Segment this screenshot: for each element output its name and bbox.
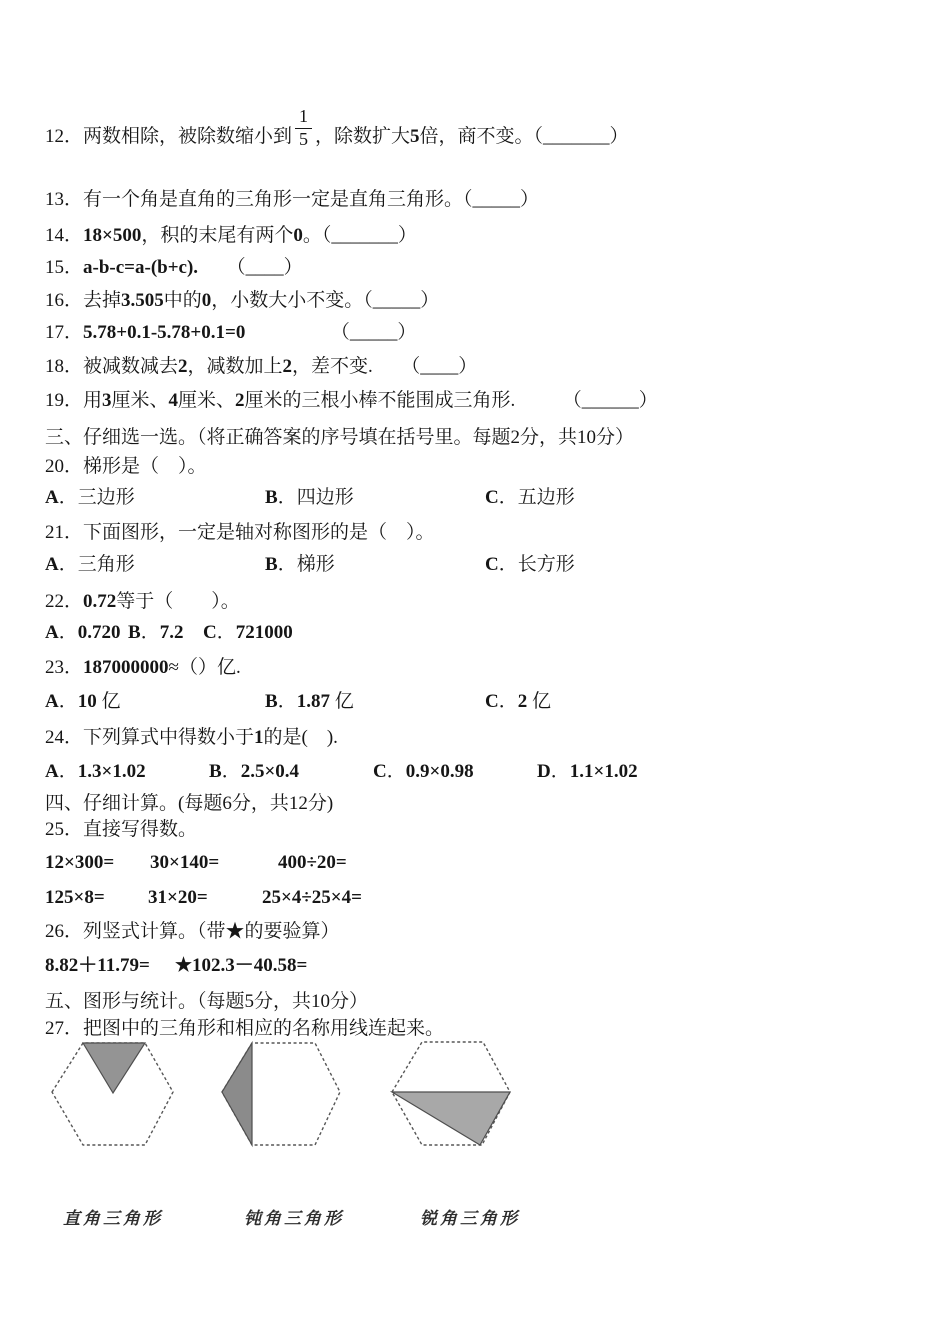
question-20: 20．梯形是（ ）。 — [45, 456, 207, 477]
option-20-b: B．四边形 — [265, 487, 354, 508]
question-13: 13．有一个角是直角的三角形一定是直角三角形。（_____） — [45, 189, 540, 210]
calc-25-row1-item3: 400÷20= — [278, 852, 347, 873]
shaded-triangle-1 — [83, 1043, 145, 1093]
calc-25-row2-item1: 125×8= — [45, 887, 105, 908]
option-24-d: D．1.1×1.02 — [537, 761, 638, 782]
fraction-one-fifth: $\frac{1}{5}$ — [295, 107, 312, 150]
calc-26-item2: ★102.3－40.58= — [175, 955, 308, 976]
option-22-c: C．721000 — [203, 622, 293, 643]
question-24: 24．下列算式中得数小于1的是( ). — [45, 727, 338, 748]
question-21: 21．下面图形，一定是轴对称图形的是（ ）。 — [45, 522, 435, 543]
calc-25-row2-item2: 31×20= — [148, 887, 208, 908]
question-23: 23．187000000≈（）亿. — [45, 657, 241, 678]
option-22-b: B．7.2 — [128, 622, 184, 643]
option-24-b: B．2.5×0.4 — [209, 761, 300, 782]
option-21-c: C．长方形 — [485, 554, 575, 575]
section-5-header: 五、图形与统计。（每题5分，共10分） — [45, 991, 369, 1012]
section-4-header: 四、仔细计算。(每题6分，共12分) — [45, 793, 334, 814]
figure-label-right-triangle: 直角三角形 — [63, 1209, 163, 1229]
triangle-figures — [40, 1035, 530, 1160]
option-21-b: B．梯形 — [265, 554, 335, 575]
question-15: 15．a-b-c=a-(b+c). （____） — [45, 257, 303, 278]
question-14: 14．18×500，积的末尾有两个0。（_______） — [45, 225, 417, 246]
question-17: 17．5.78+0.1-5.78+0.1=0 （_____） — [45, 322, 417, 343]
option-24-a: A．1.3×1.02 — [45, 761, 146, 782]
question-25: 25．直接写得数。 — [45, 819, 198, 840]
question-26: 26．列竖式计算。（带★的要验算） — [45, 921, 340, 942]
figure-label-obtuse-triangle: 钝角三角形 — [244, 1209, 344, 1229]
question-12: 12．两数相除，被除数缩小到 $\frac{1}{5}$ ，除数扩大 5 倍，商不变。（_______） — [45, 106, 629, 150]
option-20-a: A．三边形 — [45, 487, 135, 508]
option-20-c: C．五边形 — [485, 487, 575, 508]
question-16: 16．去掉3.505中的0，小数大小不变。（_____） — [45, 290, 440, 311]
option-24-c: C．0.9×0.98 — [373, 761, 474, 782]
option-23-a: A．10 亿 — [45, 691, 121, 712]
calc-26-item1: 8.82＋11.79= — [45, 955, 150, 976]
question-27: 27．把图中的三角形和相应的名称用线连起来。 — [45, 1018, 445, 1039]
option-22-a: A．0.720 — [45, 622, 121, 643]
figure-label-acute-triangle: 锐角三角形 — [420, 1209, 520, 1229]
calc-25-row1-item2: 30×140= — [150, 852, 220, 873]
shaded-triangle-2 — [222, 1043, 252, 1145]
calc-25-row2-item3: 25×4÷25×4= — [262, 887, 362, 908]
calc-25-row1-item1: 12×300= — [45, 852, 115, 873]
option-21-a: A．三角形 — [45, 554, 135, 575]
shaded-triangle-3 — [392, 1092, 510, 1145]
question-18: 18．被减数减去2，减数加上2，差不变. （____） — [45, 356, 478, 377]
option-23-b: B．1.87 亿 — [265, 691, 354, 712]
option-23-c: C．2 亿 — [485, 691, 552, 712]
question-19: 19．用3厘米、4厘米、2厘米的三根小棒不能围成三角形. （______） — [45, 390, 658, 411]
section-3-header: 三、仔细选一选。（将正确答案的序号填在括号里。每题2分，共10分） — [45, 427, 635, 448]
question-22: 22．0.72等于（ ）。 — [45, 591, 240, 612]
